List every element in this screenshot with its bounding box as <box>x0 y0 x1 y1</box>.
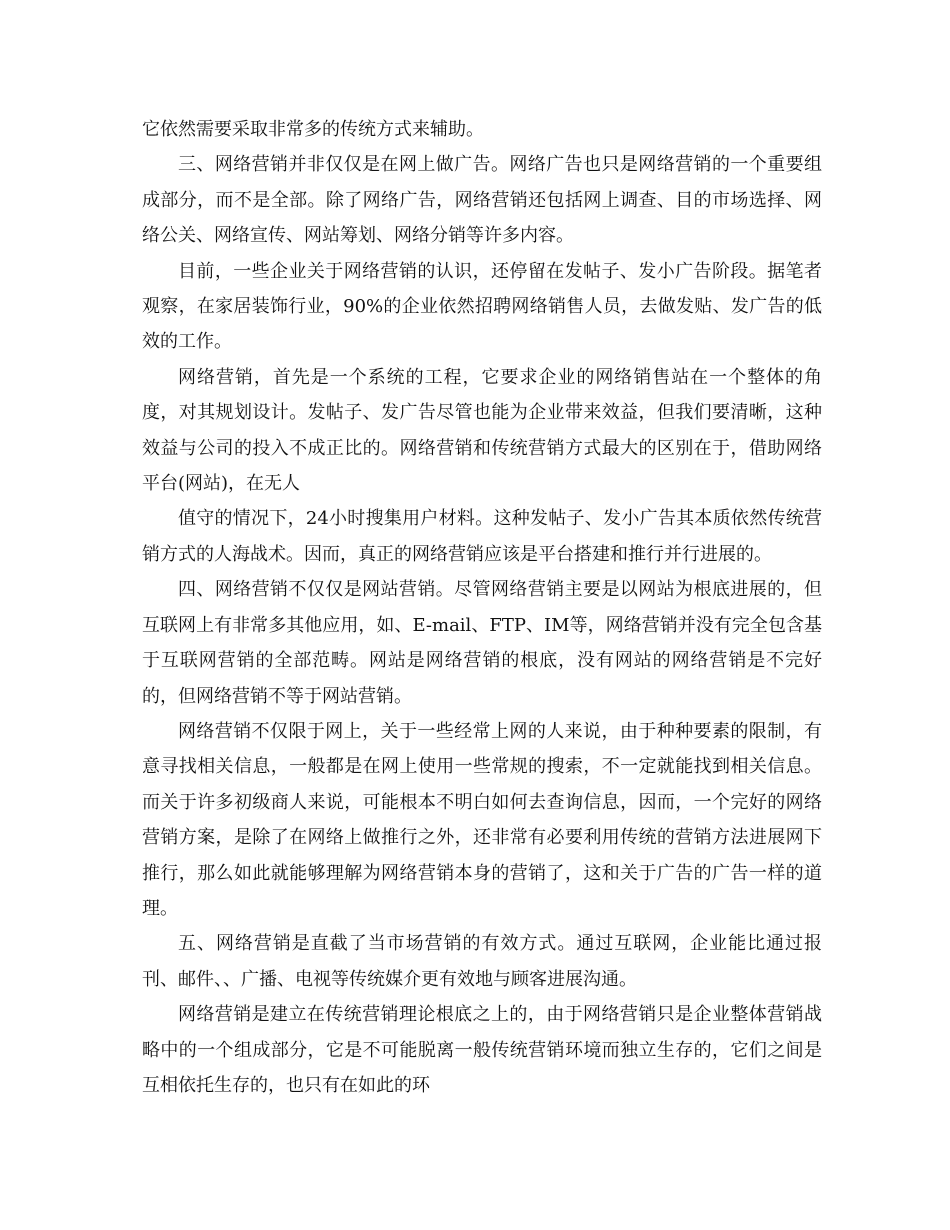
paragraph-section-four: 四、网络营销不仅仅是网站营销。尽管网络营销主要是以网站为根底进展的，但互联网上有非常多其他应用，如、E-mail、FTP、IM等，网络营销并没有完全包含基于互联网营销的全部范畴。网站是网络营销的根底，没有网站的网络营销是不完好的，但网络营销不等于网站营销。 <box>142 579 822 707</box>
paragraph-offline-promotion: 网络营销不仅限于网上，关于一些经常上网的人来说，由于种种要素的限制，有意寻找相关信息，一般都是在网上使用一些常规的搜索，不一定就能找到相关信息。而关于许多初级商人来说，可能根本不明白如何去查询信息，因而，一个完好的网络营销方案，是除了在网络上做推行之外，还非常有必要利用传统的营销方法进展网下推行，那么如此就能够理解为网络营销本身的营销了，这和关于广告的广告一样的道理。 <box>142 720 822 919</box>
document-body <box>142 112 822 1103</box>
paragraph-system-engineering: 网络营销，首先是一个系统的工程，它要求企业的网络销售站在一个整体的角度，对其规划设计。发帖子、发广告尽管也能为企业带来效益，但我们要清晰，这种效益与公司的投入不成正比的。网络营销和传统营销方式最大的区别在于，借助网络平台(网站)，在无人 <box>142 366 822 495</box>
paragraph-unattended: 值守的情况下，24小时搜集用户材料。这种发帖子、发小广告其本质依然传统营销方式的人海战术。因而，真正的网络营销应该是平台搭建和推行并行进展的。 <box>142 508 822 565</box>
paragraph-section-five: 五、网络营销是直截了当市场营销的有效方式。通过互联网，企业能比通过报刊、邮件、、广播、电视等传统媒介更有效地与顾客进展沟通。 <box>142 933 822 990</box>
paragraph-current-situation: 目前，一些企业关于网络营销的认识，还停留在发帖子、发小广告阶段。据笔者观察，在家居装饰行业，90%的企业依然招聘网络销售人员，去做发贴、发广告的低效的工作。 <box>142 260 822 353</box>
paragraph-traditional-theory: 网络营销是建立在传统营销理论根底之上的，由于网络营销只是企业整体营销战略中的一个组成部分，它是不可能脱离一般传统营销环境而独立生存的，它们之间是互相依托生存的，也只有在如此的环 <box>142 1004 822 1096</box>
paragraph-section-three: 三、网络营销并非仅仅是在网上做广告。网络广告也只是网络营销的一个重要组成部分，而不是全部。除了网络广告，网络营销还包括网上调查、目的市场选择、网络公关、网络宣传、网站筹划、网络分销等许多内容。 <box>142 154 822 247</box>
paragraph-continuation: 它依然需要采取非常多的传统方式来辅助。 <box>142 119 484 140</box>
